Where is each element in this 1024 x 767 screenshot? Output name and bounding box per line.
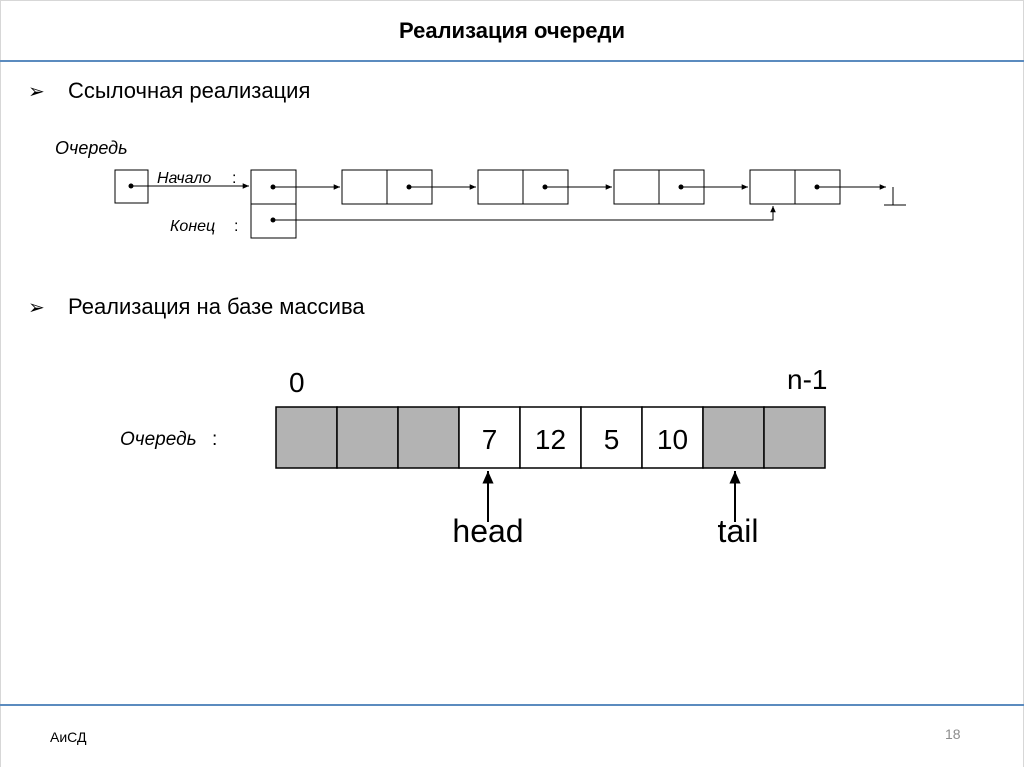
bullet-linked-text: Ссылочная реализация xyxy=(68,78,311,103)
array-cell xyxy=(398,407,459,468)
array-cell xyxy=(337,407,398,468)
tail-pointer-label: tail xyxy=(717,513,759,549)
index-last: n-1 xyxy=(787,364,828,395)
bullet-arrow-icon: ➢ xyxy=(28,296,45,319)
array-queue-label: Очередь xyxy=(120,429,197,450)
bullet-array-text: Реализация на базе массива xyxy=(68,294,365,319)
head-label: Начало xyxy=(157,170,212,187)
footer-rule xyxy=(0,704,1024,706)
page-number: 18 xyxy=(945,726,961,742)
footer-course: АиСД xyxy=(50,729,87,745)
index-first: 0 xyxy=(289,367,305,398)
slide-title: Реализация очереди xyxy=(398,18,626,43)
array-cell-value: 12 xyxy=(534,424,567,455)
array-cell xyxy=(703,407,764,468)
array-cell-value: 5 xyxy=(603,424,620,455)
tail-label: Конец xyxy=(170,218,216,235)
array-cell-value: 10 xyxy=(656,424,689,455)
bullet-arrow-icon: ➢ xyxy=(28,80,45,103)
array-cell xyxy=(764,407,825,468)
array-cells xyxy=(276,407,825,468)
head-pointer-label: head xyxy=(452,513,524,549)
head-label-colon: : xyxy=(232,170,237,187)
array-cell-value: 7 xyxy=(481,424,498,455)
array-queue-colon: : xyxy=(212,429,218,450)
array-cell xyxy=(276,407,337,468)
linked-queue-label: Очередь xyxy=(55,138,128,158)
tail-label-colon: : xyxy=(234,218,239,235)
